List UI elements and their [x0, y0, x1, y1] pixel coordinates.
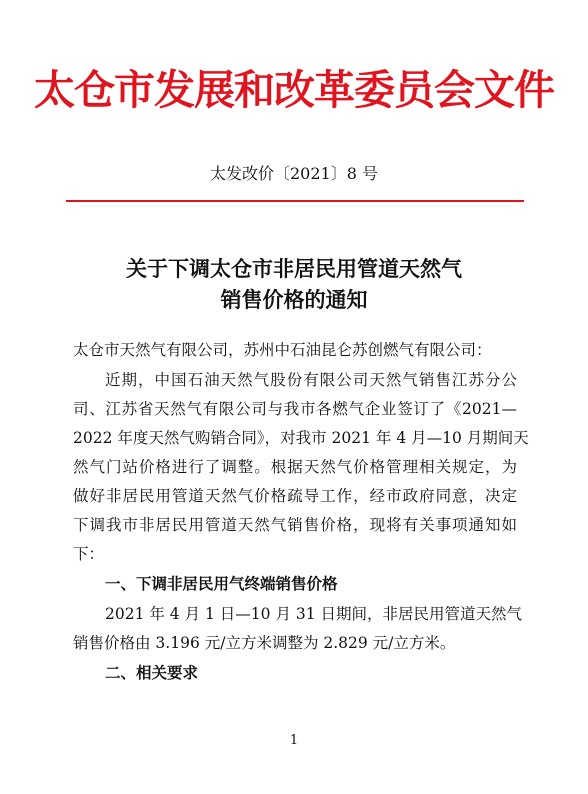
document-header-title: 太仓市发展和改革委员会文件: [34, 66, 554, 114]
paragraph-line: 销售价格由 3.196 元/立方米调整为 2.829 元/立方米。: [73, 634, 456, 652]
paragraph-line: 然气门站价格进行了调整。根据天然气价格管理相关规定，为: [73, 458, 517, 476]
paragraph-line: 近期，中国石油天然气股份有限公司天然气销售江苏分公: [105, 371, 517, 389]
addressee: 太仓市天然气有限公司，苏州中石油昆仑苏创燃气有限公司：: [73, 341, 492, 359]
paragraph-line: 2022 年度天然气购销合同》，对我市 2021 年 4 月—10 月期间天: [73, 429, 529, 447]
paragraph-line: 下：: [73, 545, 105, 563]
paragraph-line: 司、江苏省天然气有限公司与我市各燃气企业签订了《2021—: [73, 400, 517, 418]
page-number: 1: [289, 733, 299, 748]
red-divider: [66, 200, 524, 202]
section-heading-2: 二、相关要求: [105, 664, 199, 682]
paragraph-line: 2021 年 4 月 1 日—10 月 31 日期间，非居民用管道天然气: [105, 605, 523, 623]
paragraph-line: 下调我市非居民用管道天然气销售价格，现将有关事项通知如: [73, 516, 517, 534]
paragraph-line: 做好非居民用管道天然气价格疏导工作，经市政府同意，决定: [73, 487, 517, 505]
notice-title-line-1: 关于下调太仓市非居民用管道天然气: [126, 256, 462, 281]
notice-title-line-2: 销售价格的通知: [220, 287, 368, 312]
section-heading-1: 一、下调非居民用气终端销售价格: [105, 575, 338, 593]
document-number: 太发改价〔2021〕8 号: [210, 164, 378, 183]
